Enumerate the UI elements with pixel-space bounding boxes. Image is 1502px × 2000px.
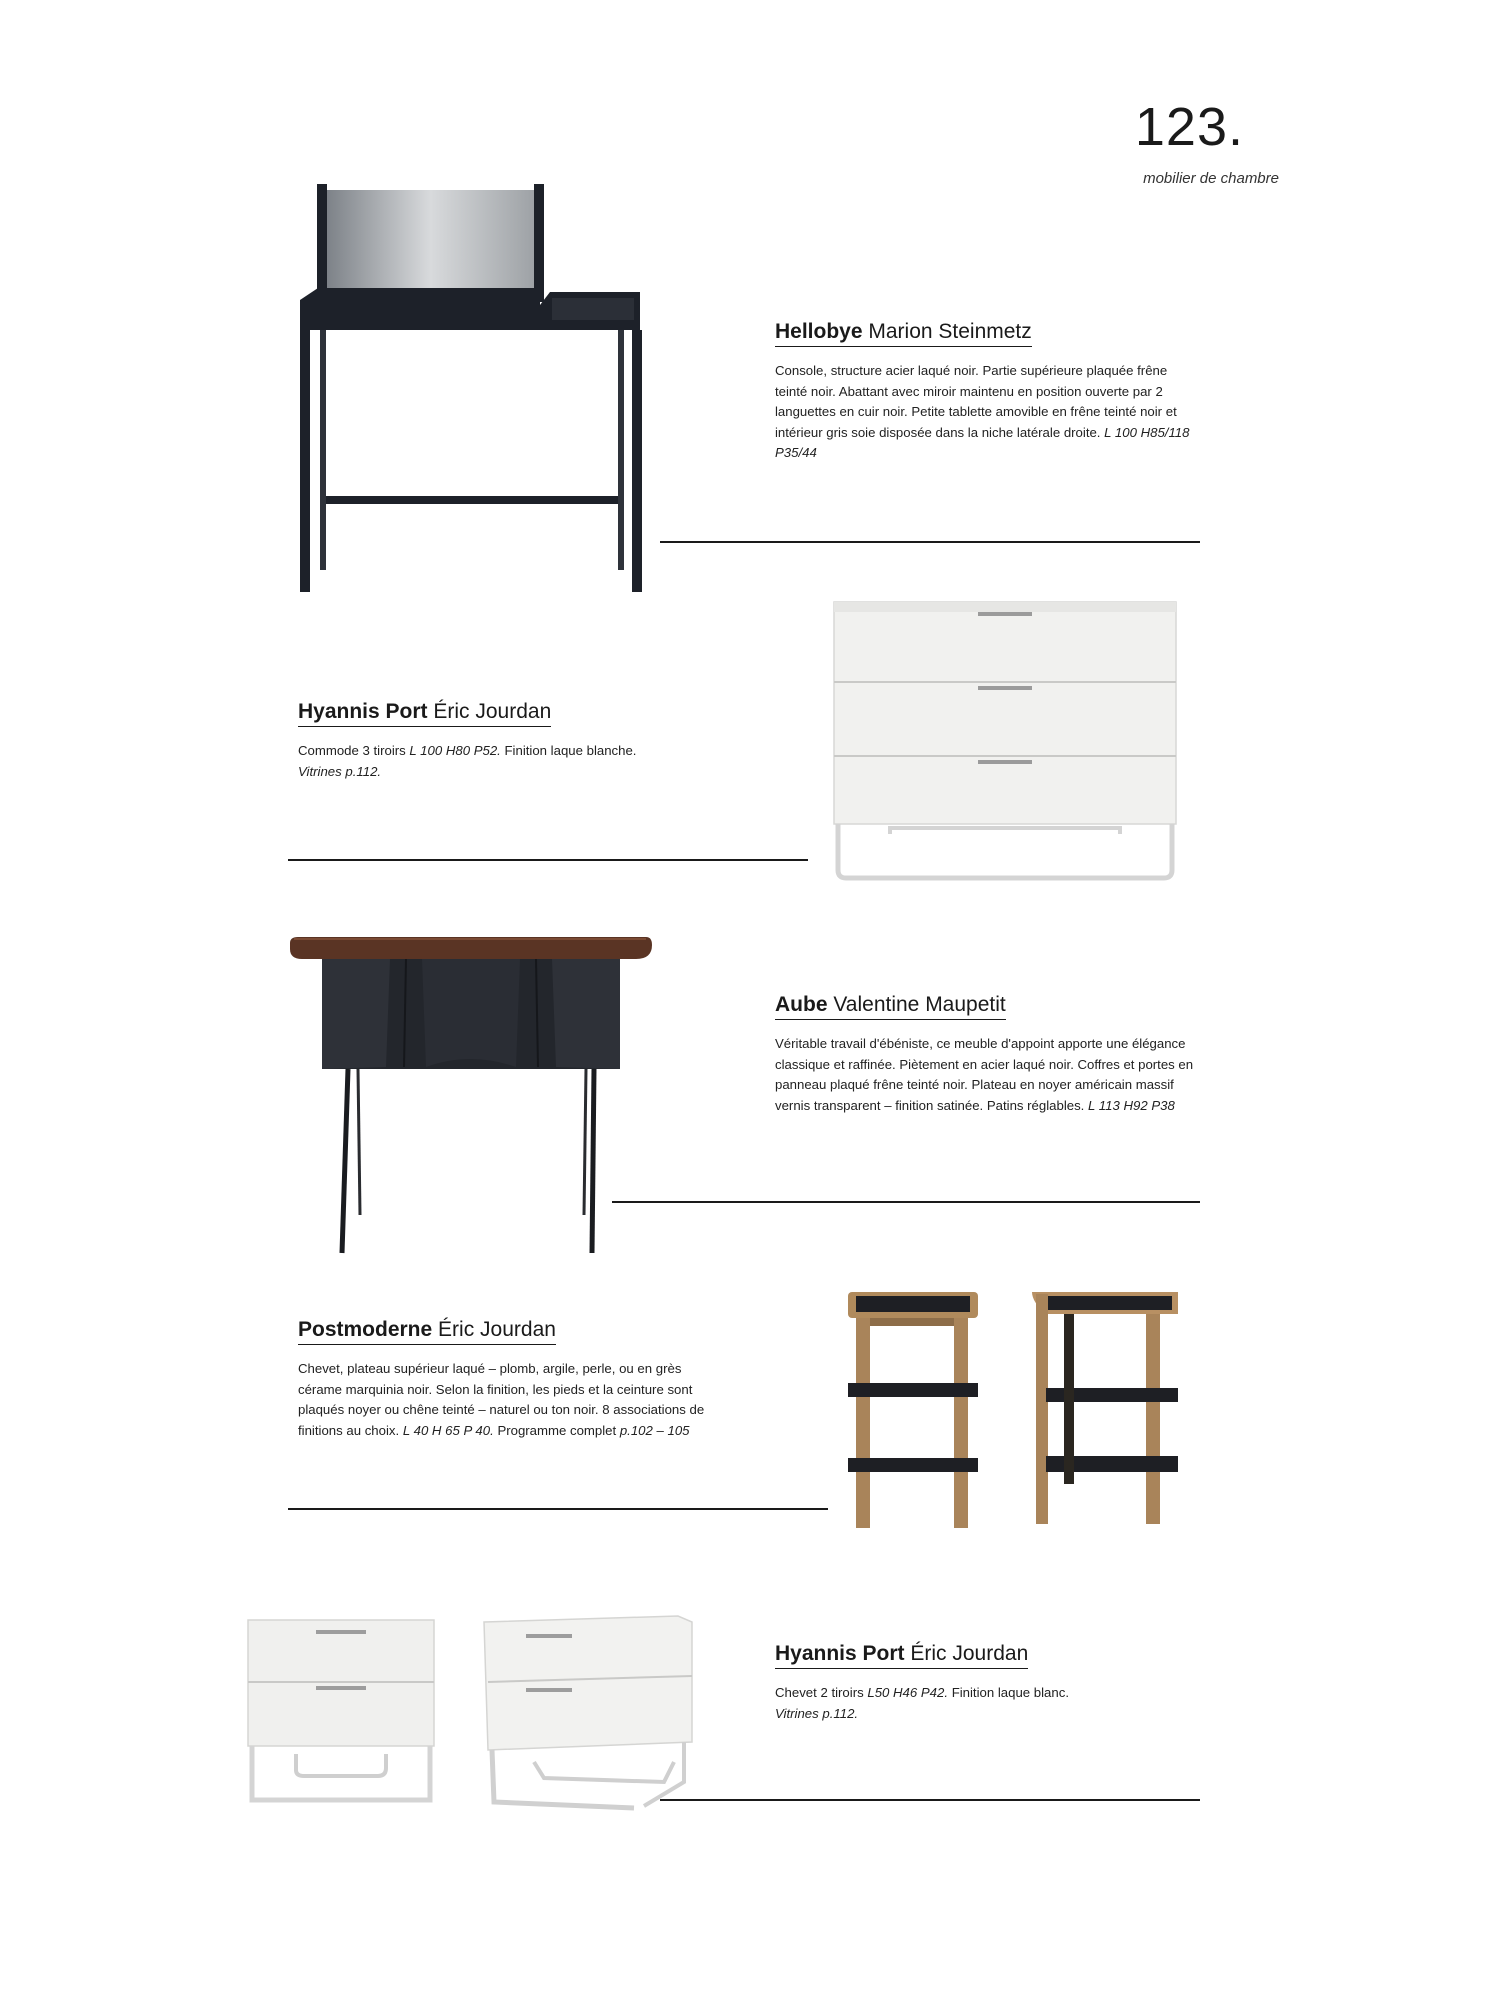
product-designer: Valentine Maupetit <box>833 993 1006 1016</box>
product-name: Hyannis Port <box>775 1642 905 1665</box>
hyannis-port-commode-image <box>830 598 1180 888</box>
product-name: Aube <box>775 993 828 1016</box>
hyannis-port-nightstands-image <box>244 1612 699 1812</box>
product-description: Chevet, plateau supérieur laqué – plomb, argile, perle, ou en grès cérame marquinia noir. Selon la finition, les pieds et la ceinture sont plaqués noyer ou chêne teinté – naturel ou ton noir. 8 associations de finitions au choix. L 40 H 65 P 40. Programme complet p.102 – 105 <box>298 1361 705 1438</box>
product-aube <box>775 993 1205 1116</box>
product-title <box>298 1318 556 1345</box>
product-hyannis-port-commode <box>298 700 738 782</box>
page-number: 123. <box>1134 97 1244 157</box>
divider-1 <box>660 541 1200 543</box>
product-title <box>775 320 1032 347</box>
product-description: Véritable travail d'ébéniste, ce meuble d'appoint apporte une élégance classique et raffinée. Piètement en acier laqué noir. Coffres et portes en panneau plaqué frêne teinté noir. Plateau en noyer américain massif vernis transparent – finition satinée. Patins réglables. L 113 H92 P38 <box>775 1036 1194 1113</box>
product-designer: Éric Jourdan <box>910 1642 1029 1665</box>
product-name: Hellobye <box>775 320 863 343</box>
divider-4 <box>288 1508 828 1510</box>
product-designer: Éric Jourdan <box>433 700 552 723</box>
product-title <box>298 700 551 727</box>
product-title <box>775 993 1006 1020</box>
product-hellobye <box>775 320 1195 464</box>
product-hyannis-port-chevet <box>775 1642 1195 1724</box>
postmoderne-nightstands-image <box>846 1288 1186 1538</box>
product-reference: p.102 – 105 <box>619 1422 690 1438</box>
divider-2 <box>288 859 808 861</box>
product-dimensions: L 40 H 65 P 40. <box>402 1422 494 1438</box>
product-dimensions: L50 H46 P42. <box>867 1685 949 1700</box>
divider-3 <box>612 1201 1200 1203</box>
product-name: Hyannis Port <box>298 700 428 723</box>
product-designer: Marion Steinmetz <box>868 320 1032 343</box>
section-label: mobilier de chambre <box>1143 170 1279 187</box>
product-title <box>775 1642 1028 1669</box>
product-designer: Éric Jourdan <box>438 1318 556 1341</box>
aube-console-image <box>286 935 656 1260</box>
divider-5 <box>660 1799 1200 1801</box>
product-dimensions: L 100 H85/118 P35/44 <box>775 424 1190 460</box>
product-name: Postmoderne <box>298 1318 433 1341</box>
product-postmoderne <box>298 1318 728 1441</box>
product-reference: Vitrines p.112. <box>298 763 382 779</box>
product-dimensions: L 100 H80 P52. <box>409 743 501 758</box>
product-description: Chevet 2 tiroirs L50 H46 P42. Finition laque blanc. Vitrines p.112. <box>775 1685 1069 1721</box>
product-dimensions: L 113 H92 P38 <box>1088 1097 1175 1113</box>
hellobye-console-image <box>290 180 660 600</box>
product-description: Console, structure acier laqué noir. Partie supérieure plaquée frêne teinté noir. Abattant avec miroir maintenu en position ouverte par 2 languettes en cuir noir. Petite tablette amovible en frêne teinté noir et intérieur gris soie disposée dans la niche latérale droite. L 100 H85/118 P35/44 <box>775 363 1190 460</box>
product-reference: Vitrines p.112. <box>775 1705 859 1721</box>
product-description: Commode 3 tiroirs L 100 H80 P52. Finition laque blanche. Vitrines p.112. <box>298 743 637 779</box>
